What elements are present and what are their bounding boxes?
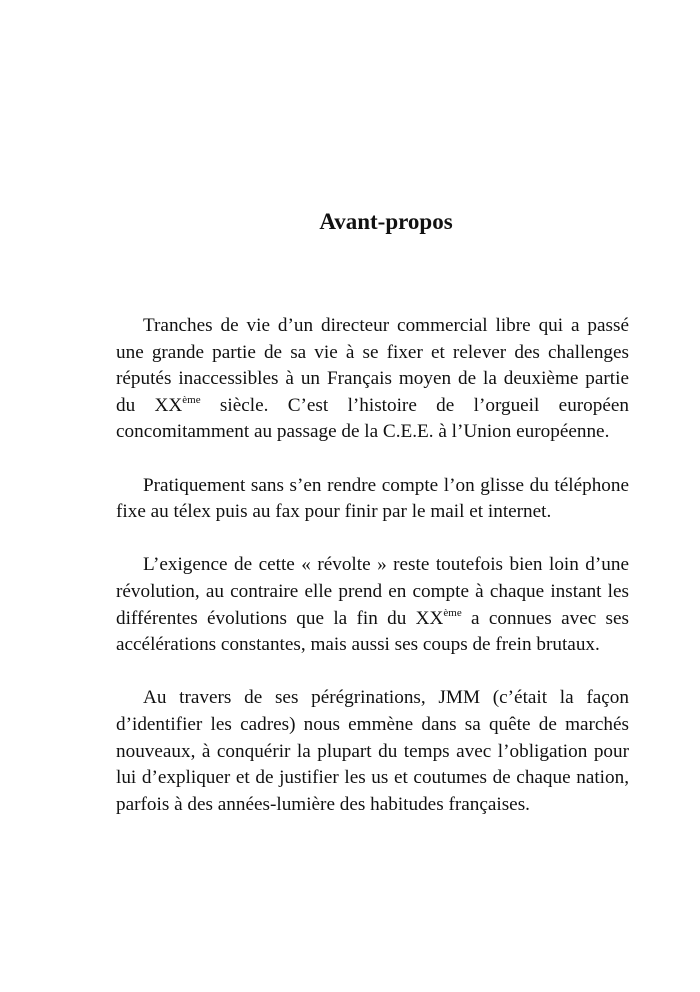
- paragraph-1-part-2: siècle. C’est l’histoire de l’orgueil européen concomitamment au passage de la C.E.E. à l’Union européenne.: [116, 394, 629, 443]
- paragraph-3: [116, 552, 629, 658]
- paragraph-2: Pratiquement sans s’en rendre compte l’on glisse du téléphone fixe au télex puis au fax pour finir par le mail et internet.: [116, 474, 629, 523]
- superscript-eme: ème: [443, 606, 462, 619]
- paragraph-4: Au travers de ses pérégrinations, JMM (c’était la façon d’identifier les cadres) nous emmène dans sa quête de marchés nouveaux, à conquérir la plupart du temps avec l’obligation pour lui d’expliquer et de justifier les us et coutumes de chaque nation, parfois à des années-lumière des habitudes françaises.: [116, 687, 629, 815]
- paragraph-1: [116, 313, 629, 446]
- document-body: [116, 313, 629, 845]
- paragraph-1-part-1: Tranches de vie d’un directeur commercial libre qui a passé une grande partie de sa vie à se fixer et relever des challenges réputés inaccessibles à un Français moyen de la deuxième partie du XX: [116, 315, 629, 416]
- paragraph-3-part-2: a connues avec ses accélérations constantes, mais aussi ses coups de frein brutaux.: [116, 607, 629, 656]
- page-title: Avant-propos: [319, 209, 453, 234]
- superscript-eme: ème: [182, 393, 201, 406]
- paragraph-3-part-1: L’exigence de cette « révolte » reste toutefois bien loin d’une révolution, au contraire elle prend en compte à chaque instant les différentes évolutions que la fin du XX: [116, 554, 629, 629]
